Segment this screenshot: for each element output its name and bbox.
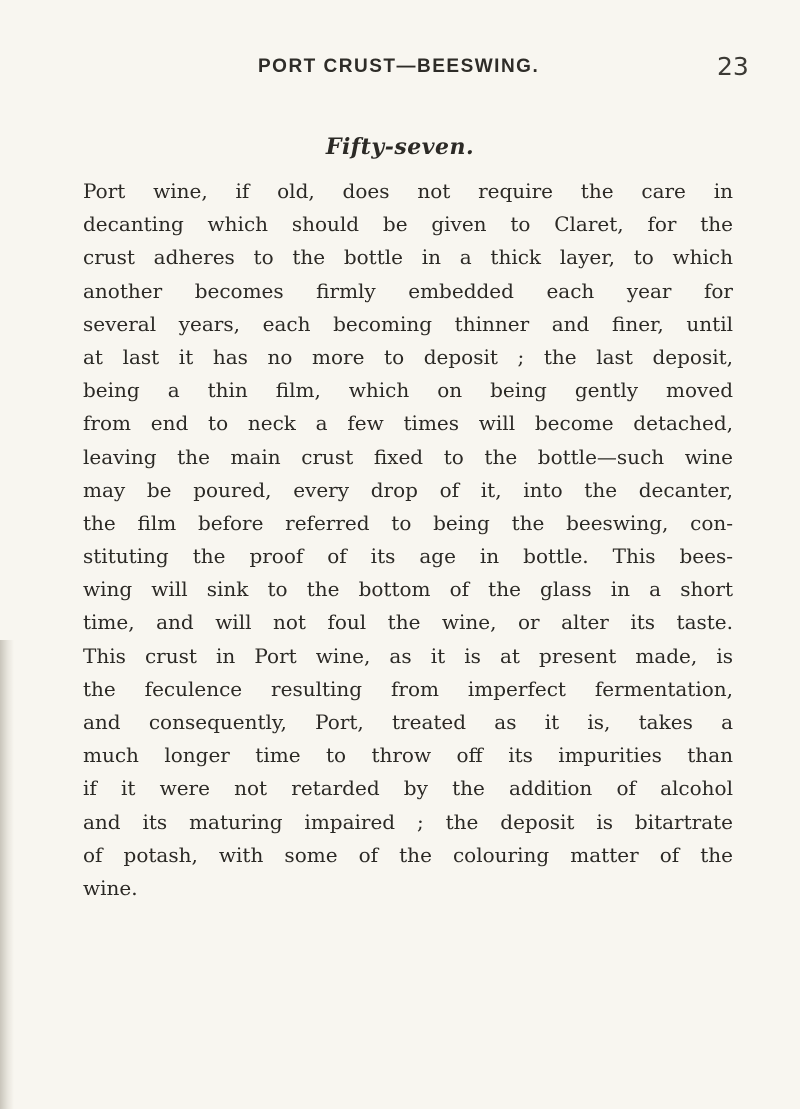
text-line: the feculence resulting from imperfect fermentation, [83, 676, 733, 701]
text-line: decanting which should be given to Claret, for the [83, 212, 733, 237]
text-line: wing will sink to the bottom of the glass in a short [83, 577, 733, 602]
text-line: much longer time to throw off its impurities than [83, 743, 733, 768]
text-line: stituting the proof of its age in bottle. This bees- [83, 544, 733, 569]
section-title: Fifty-seven. [325, 134, 475, 160]
text-line: crust adheres to the bottle in a thick layer, to which [83, 245, 733, 270]
text-line: time, and will not foul the wine, or alter its taste. [83, 610, 733, 635]
text-line: several years, each becoming thinner and finer, until [83, 311, 733, 336]
body-paragraph [83, 175, 733, 905]
text-line: and its maturing impaired ; the deposit is bitartrate [83, 809, 733, 834]
page-header [0, 52, 800, 86]
text-line: of potash, with some of the colouring matter of the [83, 842, 733, 867]
text-line: wine. [83, 875, 138, 900]
running-head: PORT CRUST—BEESWING. [258, 56, 540, 77]
text-line: the film before referred to being the beeswing, con- [83, 510, 733, 535]
text-line: Port wine, if old, does not require the care in [83, 179, 733, 203]
text-line: This crust in Port wine, as it is at present made, is [83, 643, 733, 668]
text-line: leaving the main crust fixed to the bottle—such wine [83, 444, 733, 469]
text-line: at last it has no more to deposit ; the last deposit, [83, 344, 733, 369]
text-line: being a thin film, which on being gently moved [83, 378, 733, 403]
text-line: another becomes firmly embedded each year for [83, 278, 733, 303]
page-number: 23 [717, 52, 749, 81]
text-line: from end to neck a few times will become detached, [83, 411, 733, 436]
text-line: and consequently, Port, treated as it is, takes a [83, 710, 733, 734]
page-edge-shadow [0, 640, 14, 1109]
text-line: may be poured, every drop of it, into the decanter, [83, 477, 733, 502]
text-line: if it were not retarded by the addition of alcohol [83, 776, 733, 801]
